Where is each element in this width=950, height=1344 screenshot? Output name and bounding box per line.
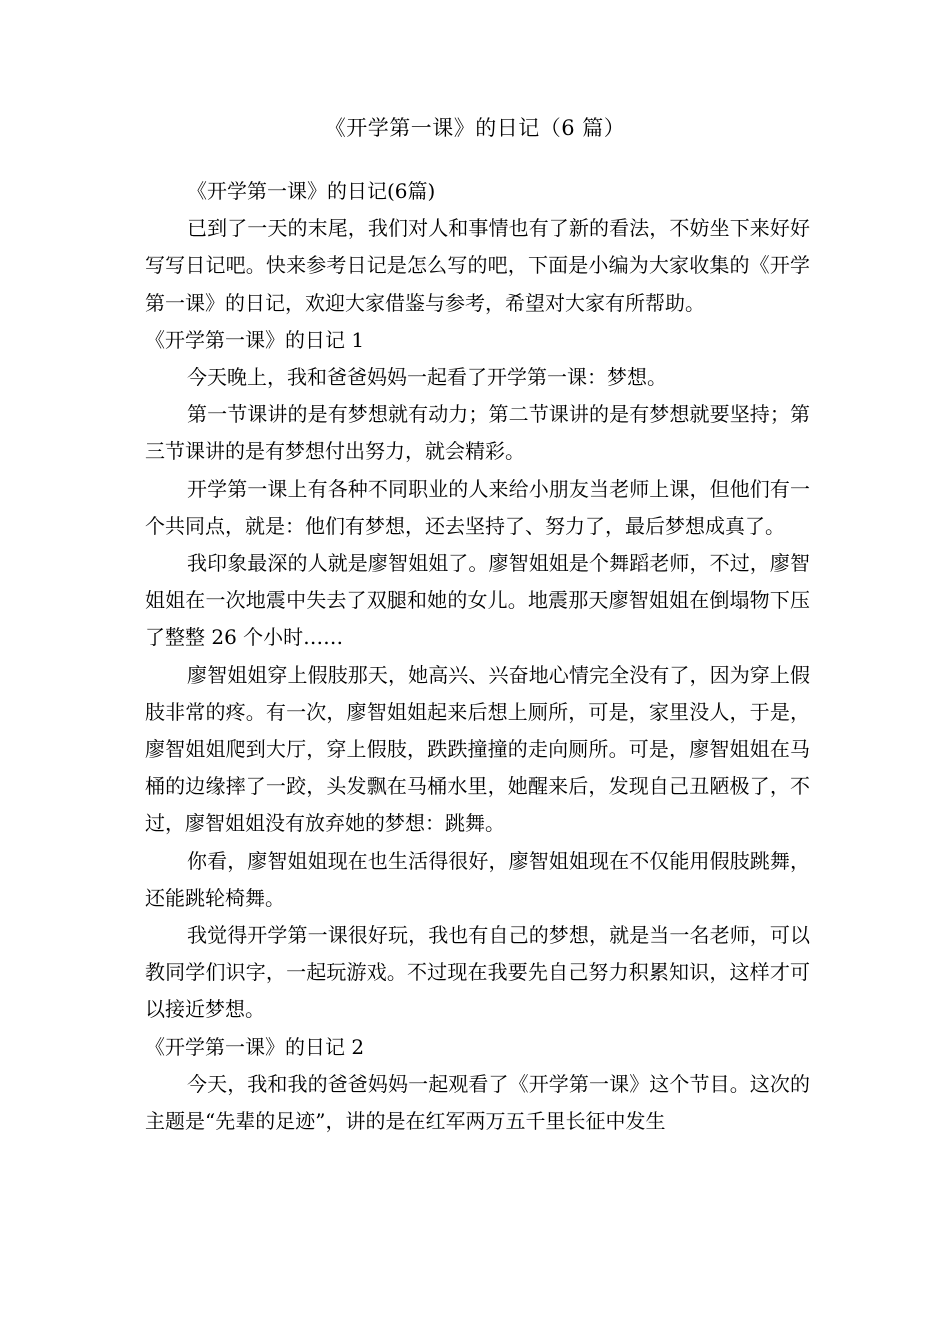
diary-1-paragraph: 我印象最深的人就是廖智姐姐了。廖智姐姐是个舞蹈老师，不过，廖智姐姐在一次地震中失去了双腿和她的女儿。地震那天廖智姐姐在倒塌物下压了整整 26 个小时…… bbox=[145, 551, 810, 650]
diary-1-paragraph: 我觉得开学第一课很好玩，我也有自己的梦想，就是当一名老师，可以教同学们识字，一起玩游戏。不过现在我要先自己努力积累知识，这样才可以接近梦想。 bbox=[145, 923, 810, 1022]
diary-1-paragraph: 你看，廖智姐姐现在也生活得很好，廖智姐姐现在不仅能用假肢跳舞，还能跳轮椅舞。 bbox=[145, 848, 810, 910]
diary-1-paragraph: 第一节课讲的是有梦想就有动力；第二节课讲的是有梦想就要坚持；第三节课讲的是有梦想付出努力，就会精彩。 bbox=[145, 402, 810, 464]
diary-1-heading: 《开学第一课》的日记 1 bbox=[145, 327, 365, 352]
diary-1-paragraph: 今天晚上，我和爸爸妈妈一起看了开学第一课：梦想。 bbox=[187, 365, 667, 390]
diary-1-paragraph: 开学第一课上有各种不同职业的人来给小朋友当老师上课，但他们有一个共同点，就是：他们有梦想，还去坚持了、努力了，最后梦想成真了。 bbox=[145, 476, 810, 538]
diary-1-paragraph: 廖智姐姐穿上假肢那天，她高兴、兴奋地心情完全没有了，因为穿上假肢非常的疼。有一次，廖智姐姐起来后想上厕所，可是，家里没人，于是，廖智姐姐爬到大厅，穿上假肢，跌跌撞撞的走向厕所。可是，廖智姐姐在马桶的边缘摔了一跤，头发飘在马桶水里，她醒来后，发现自己丑陋极了，不过，廖智姐姐没有放弃她的梦想：跳舞。 bbox=[145, 662, 810, 836]
document-body bbox=[145, 173, 810, 1140]
diary-2-paragraph: 今天，我和我的爸爸妈妈一起观看了《开学第一课》这个节目。这次的主题是“先辈的足迹”，讲的是在红军两万五千里长征中发生 bbox=[145, 1071, 810, 1134]
document-title: 《开学第一课》的日记（6 篇） bbox=[324, 116, 626, 140]
document-subtitle: 《开学第一课》的日记(6篇) bbox=[187, 179, 436, 203]
intro-paragraph: 已到了一天的末尾，我们对人和事情也有了新的看法，不妨坐下来好好写写日记吧。快来参考日记是怎么写的吧，下面是小编为大家收集的《开学第一课》的日记，欢迎大家借鉴与参考，希望对大家有所帮助。 bbox=[145, 216, 810, 315]
diary-2-heading: 《开学第一课》的日记 2 bbox=[145, 1034, 365, 1059]
